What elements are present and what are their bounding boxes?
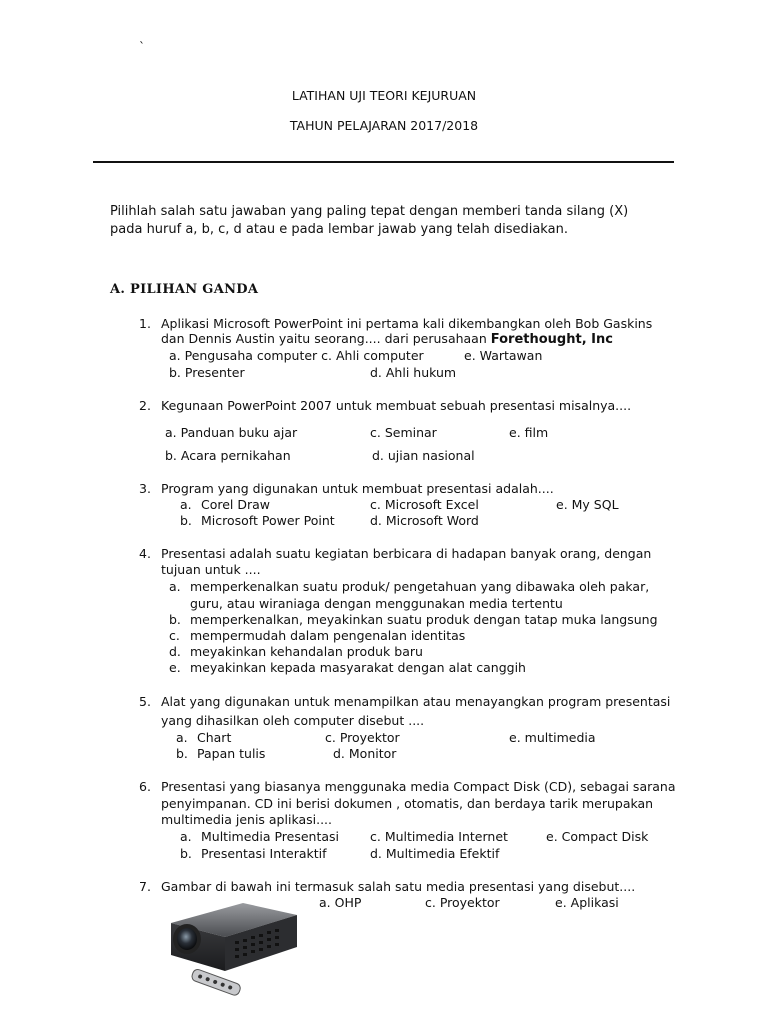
option-a-line-1: memperkenalkan suatu produk/ pengetahuan yang dibawaka oleh pakar, [190,579,650,594]
question-text-line-1: Alat yang digunakan untuk menampilkan atau menayangkan program presentasi [161,694,671,709]
option-b-letter: b. [180,846,192,861]
question-text-line-3: multimedia jenis aplikasi.... [161,812,332,827]
option-e: e. Wartawan [464,348,543,363]
option-d: d. Microsoft Word [370,513,479,528]
question-text-line-2 [161,331,613,347]
option-b-letter: b. [176,746,188,761]
option-c: c. Seminar [370,425,437,440]
exam-year: TAHUN PELAJARAN 2017/2018 [289,118,479,133]
option-a: Corel Draw [201,497,271,512]
option-b: b. Acara pernikahan [165,448,291,463]
option-c-letter: c. [169,628,180,643]
question-number: 5. [139,694,151,709]
question-text-line-2: yang dihasilkan oleh computer disebut .... [161,713,425,728]
exam-title: LATIHAN UJI TEORI KEJURUAN [291,88,477,103]
question-number: 6. [139,779,151,794]
question-text-line-1: Presentasi yang biasanya menggunaka media Compact Disk (CD), sebagai sarana [161,779,676,794]
section-title: A. PILIHAN GANDA [110,282,259,297]
option-b: Presentasi Interaktif [201,846,327,861]
question-number: 2. [139,398,151,413]
question-text: Kegunaan PowerPoint 2007 untuk membuat sebuah presentasi misalnya.... [161,398,632,413]
question-number: 7. [139,879,151,894]
option-d: meyakinkan kehandalan produk baru [190,644,423,659]
option-c: c. Proyektor [425,895,500,910]
option-e: e. Compact Disk [546,829,649,844]
option-b-letter: b. [180,513,192,528]
option-d-letter: d. [169,644,181,659]
option-a: a. OHP [319,895,362,910]
option-d: d. Monitor [333,746,397,761]
option-e: meyakinkan kepada masyarakat dengan alat canggih [190,660,526,675]
option-c: c. Microsoft Excel [370,497,479,512]
option-a-letter: a. [180,497,192,512]
option-a-letter: a. [169,579,181,594]
option-e: e. multimedia [509,730,596,745]
option-b: Microsoft Power Point [201,513,335,528]
projector-photo [163,893,303,1003]
stray-mark: ` [139,40,145,54]
option-a: Chart [197,730,232,745]
question-number: 3. [139,481,151,496]
question-text-line-1: Aplikasi Microsoft PowerPoint ini pertama kali dikembangkan oleh Bob Gaskins [161,316,653,331]
question-text-line-2: tujuan untuk .... [161,562,261,577]
option-e-letter: e. [169,660,181,675]
option-c: c. Multimedia Internet [370,829,508,844]
header-divider [93,161,674,163]
option-d: d. Multimedia Efektif [370,846,500,861]
option-b: Papan tulis [197,746,266,761]
option-e: e. film [509,425,549,440]
question-text: Gambar di bawah ini termasuk salah satu media presentasi yang disebut.... [161,879,636,894]
option-a: a. Panduan buku ajar [165,425,298,440]
option-a-letter: a. [176,730,188,745]
question-text: Program yang digunakan untuk membuat presentasi adalah.... [161,481,554,496]
option-b: memperkenalkan, meyakinkan suatu produk dengan tatap muka langsung [190,612,658,627]
instruction-line-1: Pilihlah salah satu jawaban yang paling tepat dengan memberi tanda silang (X) [110,204,629,219]
question-text: dan Dennis Austin yaitu seorang.... dari perusahaan [161,331,491,346]
option-d: d. ujian nasional [372,448,475,463]
option-a: a. Pengusaha computer c. Ahli computer [169,348,424,363]
question-text-line-1: Presentasi adalah suatu kegiatan berbicara di hadapan banyak orang, dengan [161,546,652,561]
option-c: mempermudah dalam pengenalan identitas [190,628,466,643]
option-b: b. Presenter [169,365,245,380]
option-a-letter: a. [180,829,192,844]
option-c: c. Proyektor [325,730,400,745]
instruction-line-2: pada huruf a, b, c, d atau e pada lembar jawab yang telah disediakan. [110,222,568,237]
option-e: e. My SQL [556,497,619,512]
option-a-line-2: guru, atau wiraniaga dengan menggunakan media tertentu [190,596,563,611]
projector-lens [177,928,197,950]
company-name: Forethought, Inc [490,332,613,347]
question-number: 1. [139,316,151,331]
remote-control [191,968,242,996]
option-e: e. Aplikasi [555,895,619,910]
question-number: 4. [139,546,151,561]
option-a: Multimedia Presentasi [201,829,340,844]
question-text-line-2: penyimpanan. CD ini berisi dokumen , otomatis, dan berdaya tarik merupakan [161,796,654,811]
option-d: d. Ahli hukum [370,365,457,380]
option-b-letter: b. [169,612,181,627]
